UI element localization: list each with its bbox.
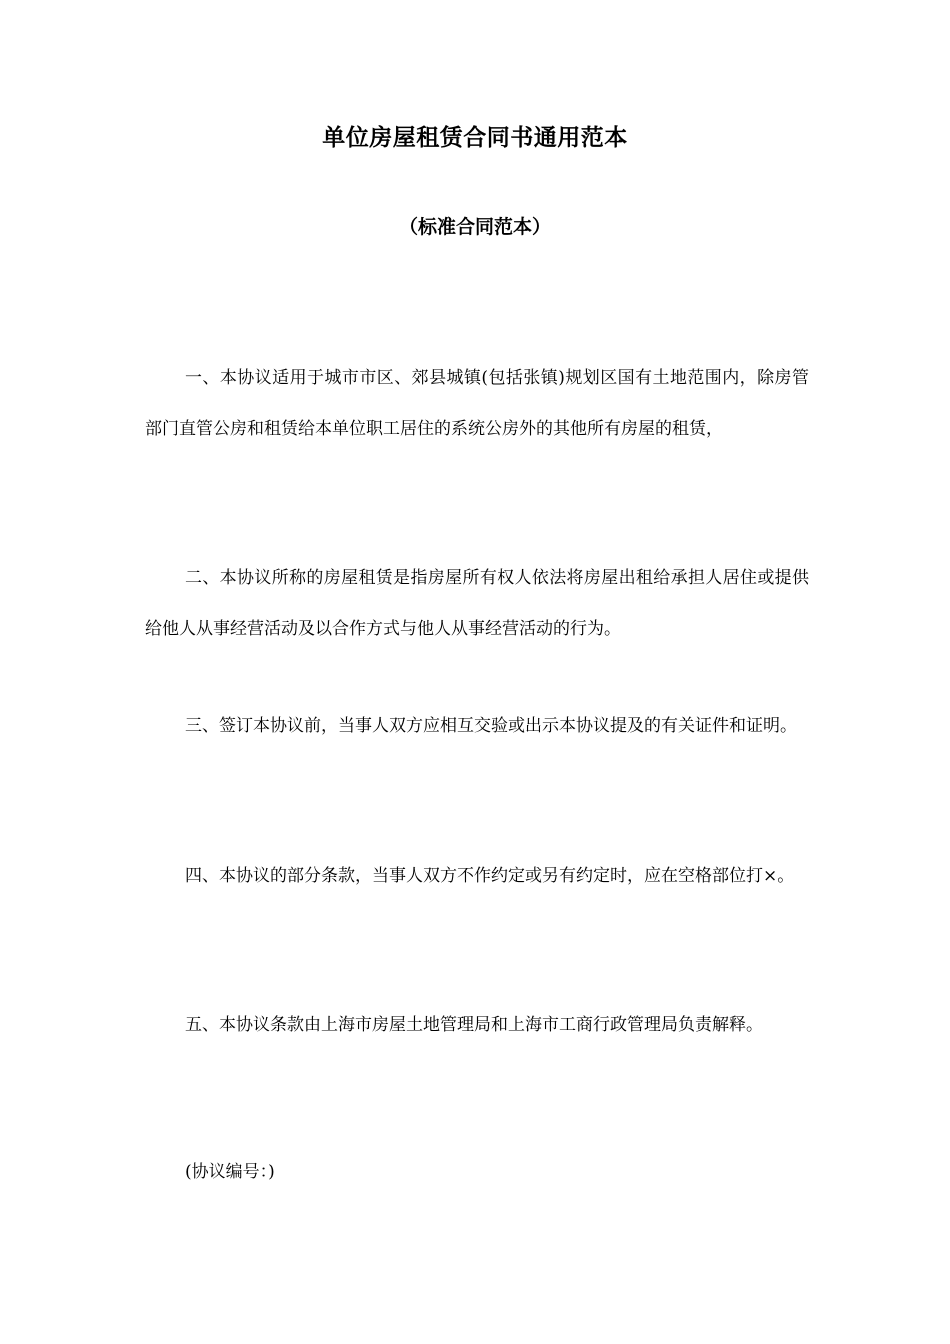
clause-3: 三、签订本协议前，当事人双方应相互交验或出示本协议提及的有关证件和证明。	[185, 716, 797, 736]
clause-2: 二、本协议所称的房屋租赁是指房屋所有权人依法将房屋出租给承担人居住或提供给他人从事经营活动及以合作方式与他人从事经营活动的行为。	[145, 568, 809, 639]
document-title: 单位房屋租赁合同书通用范本	[322, 125, 628, 151]
document-subtitle: （标准合同范本）	[398, 216, 551, 238]
clause-1: 一、本协议适用于城市市区、郊县城镇(包括张镇)规划区国有土地范围内，除房管部门直管公房和租赁给本单位职工居住的系统公房外的其他所有房屋的租赁，	[145, 368, 809, 439]
agreement-number: (协议编号：)	[185, 1162, 275, 1182]
clause-4: 四、本协议的部分条款，当事人双方不作约定或另有约定时，应在空格部位打×。	[185, 866, 795, 886]
clause-5: 五、本协议条款由上海市房屋土地管理局和上海市工商行政管理局负责解释。	[185, 1015, 763, 1035]
